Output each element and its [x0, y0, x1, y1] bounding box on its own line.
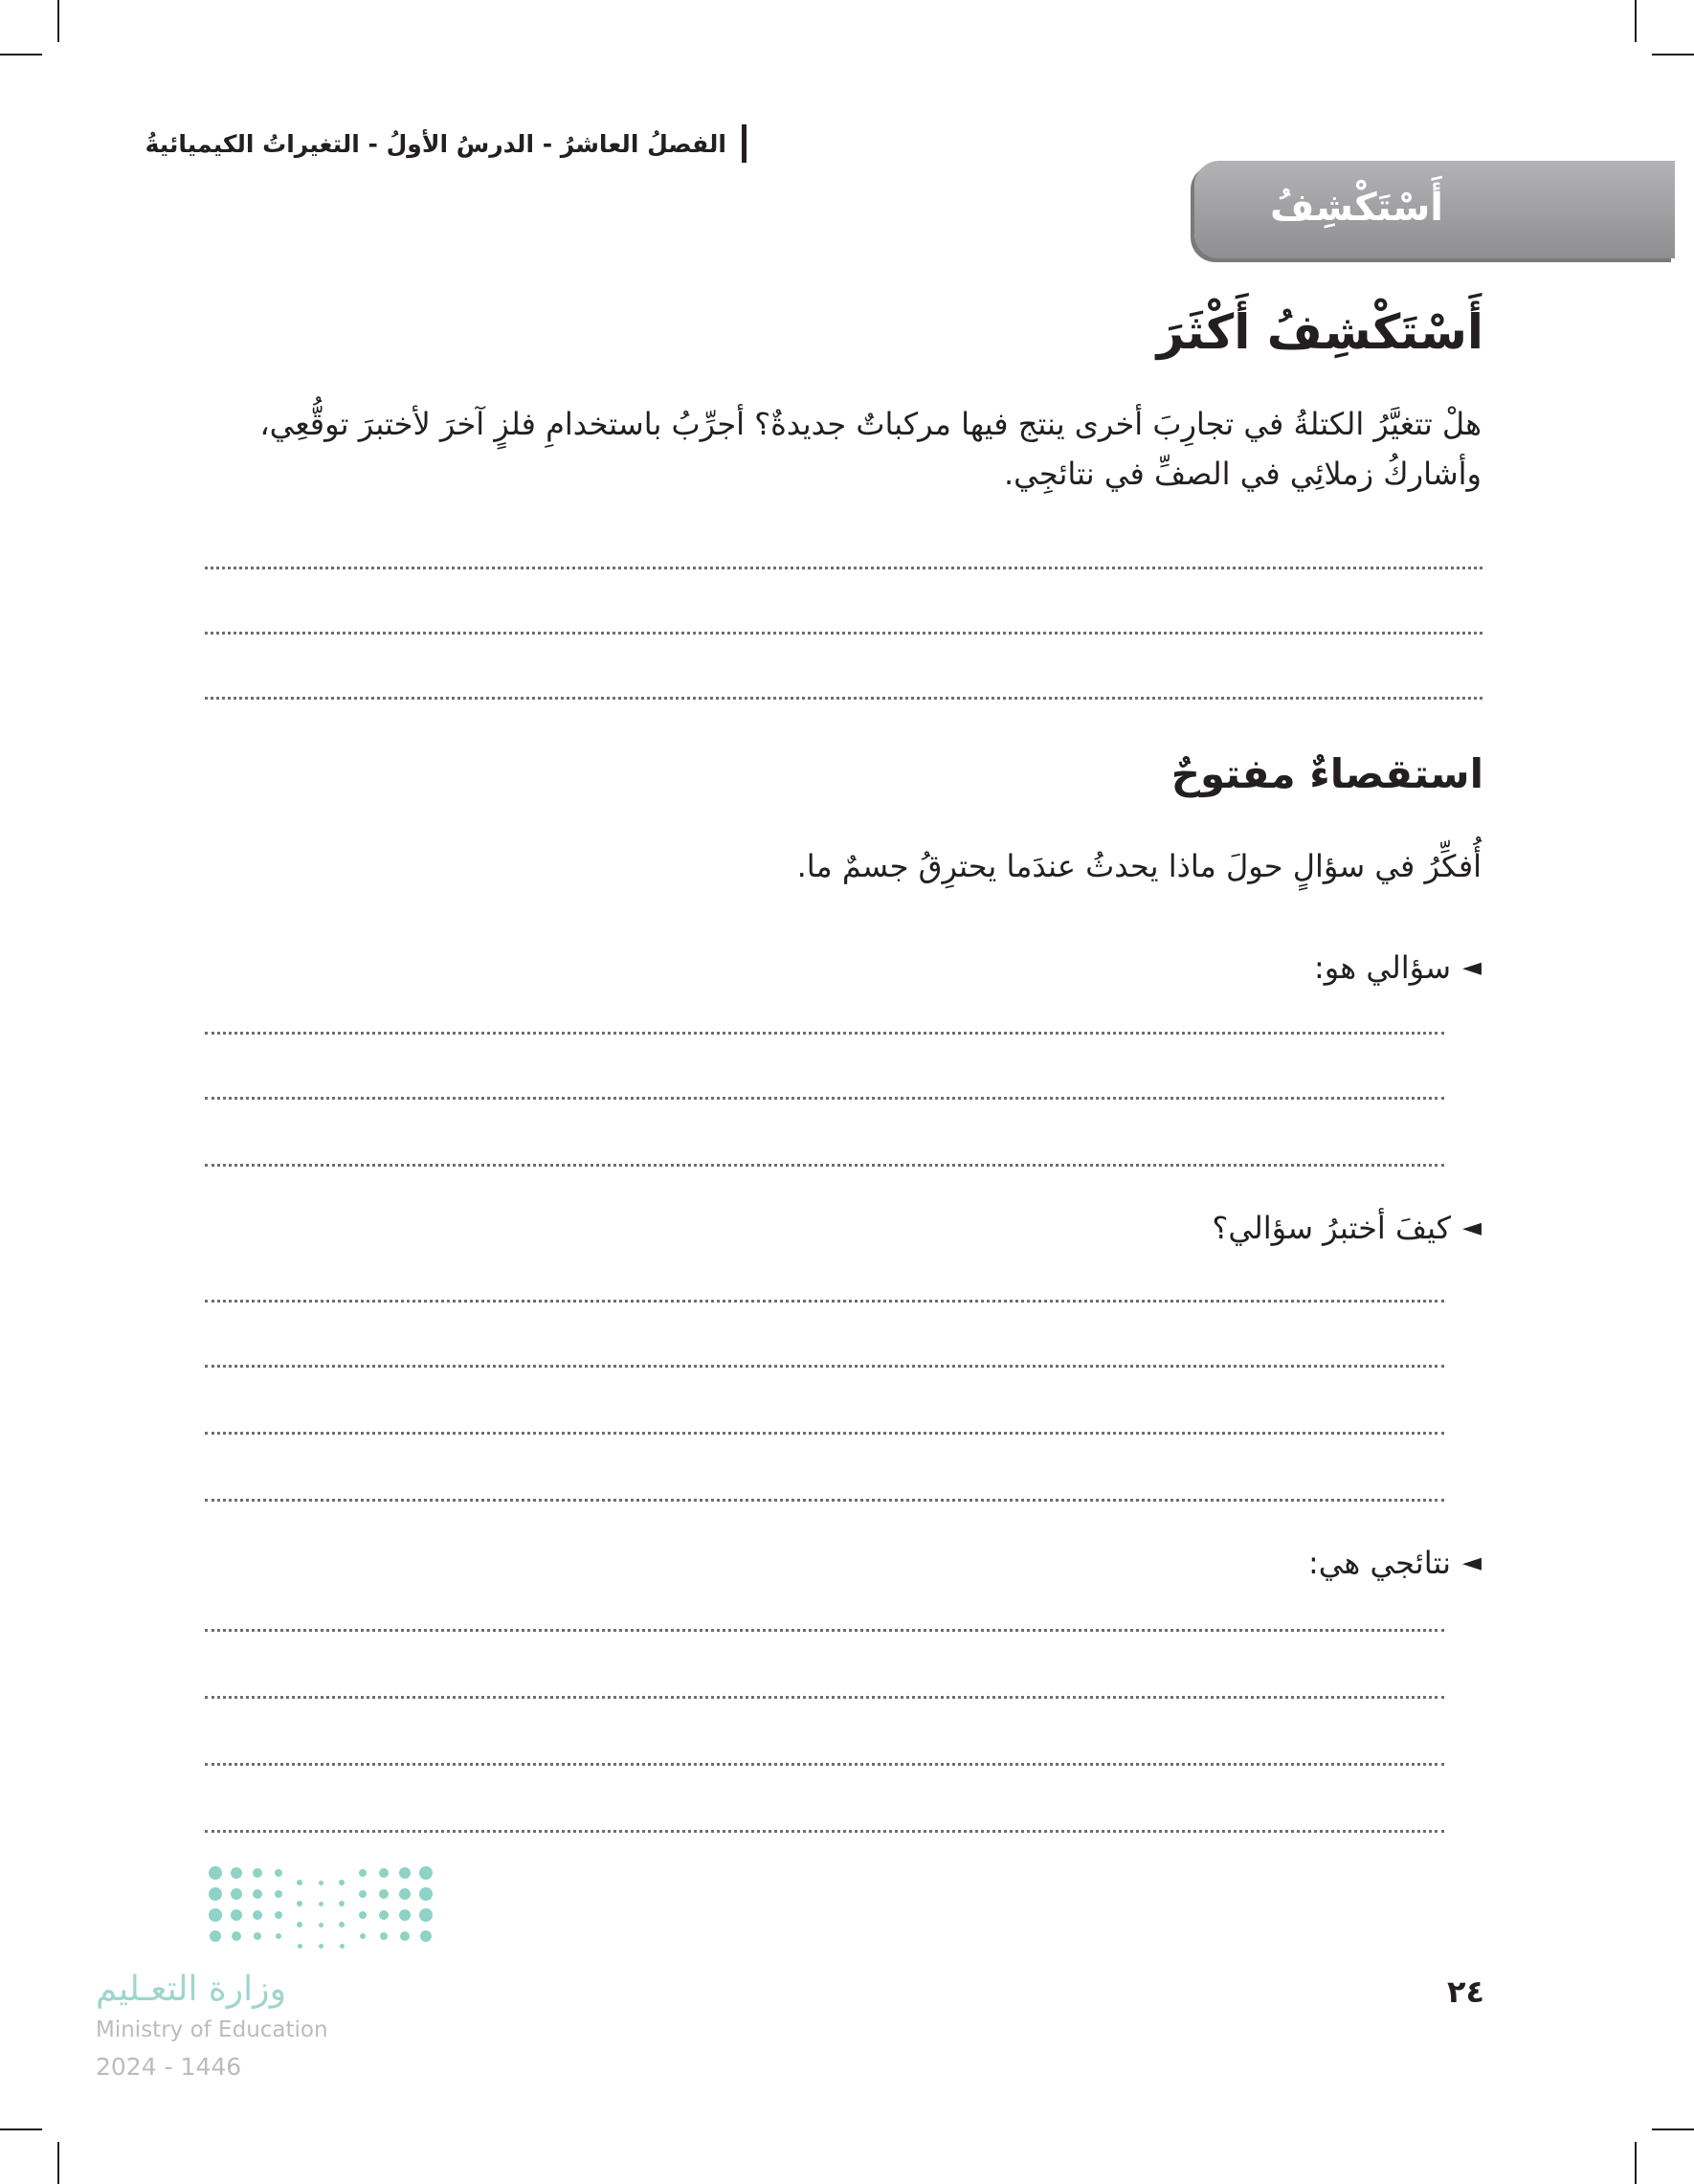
logo-dot [359, 1869, 367, 1877]
answer-line[interactable] [205, 1499, 1444, 1502]
logo-dot [360, 1933, 366, 1939]
answer-line[interactable] [205, 1763, 1444, 1766]
answer-line[interactable] [205, 1696, 1444, 1699]
page-number: ٢٤ [1447, 1973, 1485, 2010]
logo-dot [379, 1868, 389, 1878]
section-tab [1194, 161, 1675, 258]
logo-dot [420, 1930, 432, 1942]
logo-dot [419, 1887, 433, 1901]
explore-more-title: أَسْتَكْشِفُ أَكْثَرَ [1156, 304, 1483, 360]
logo-dot [275, 1890, 282, 1898]
crop-mark [0, 54, 42, 56]
logo-dot [319, 1923, 323, 1928]
breadcrumb-bar [742, 124, 747, 163]
triangle-arrow-icon: ◄ [1462, 953, 1482, 982]
breadcrumb [145, 124, 747, 163]
logo-dot [319, 1902, 323, 1906]
answer-line[interactable] [205, 632, 1482, 635]
answer-line[interactable] [205, 1097, 1444, 1100]
crop-mark [0, 2128, 42, 2130]
logo-dot [339, 1922, 345, 1928]
logo-dot [232, 1931, 241, 1941]
crop-mark [1635, 2142, 1637, 2184]
answer-line[interactable] [205, 1629, 1444, 1632]
prompt-label: كيفَ أختبرُ سؤالي؟ [1212, 1210, 1451, 1246]
logo-dot [379, 1910, 389, 1920]
logo-dot [297, 1901, 302, 1906]
logo-dot [399, 1867, 411, 1879]
ministry-name-english: Ministry of Education [96, 2017, 328, 2042]
open-inquiry-title: استقصاءٌ مفتوحٌ [1170, 750, 1483, 797]
logo-dot [419, 1866, 433, 1880]
logo-dot [253, 1868, 262, 1878]
ministry-name-arabic: وزارة التعـليم [96, 1970, 286, 2009]
logo-dot [209, 1866, 222, 1880]
answer-line[interactable] [205, 697, 1482, 700]
edition-year: 2024 - 1446 [96, 2053, 242, 2081]
logo-dot [210, 1930, 221, 1942]
prompt-label: نتائجي هي: [1307, 1545, 1451, 1581]
logo-dot [319, 1944, 323, 1949]
logo-dot [231, 1888, 242, 1900]
logo-dot [419, 1908, 433, 1922]
logo-dot [339, 1901, 345, 1906]
logo-dot [359, 1890, 367, 1898]
logo-dot [359, 1911, 367, 1919]
prompt-results [1308, 1545, 1482, 1581]
logo-dot [275, 1869, 282, 1877]
triangle-arrow-icon: ◄ [1462, 1214, 1482, 1242]
explore-more-paragraph: هلْ تتغيَّرُ الكتلةُ في تجارِبَ أخرى ينتج فيها مركباتٌ جديدةٌ؟ أجرِّبُ باستخدامِ فلزٍ آخرَ لأختبرَ توقُّعِي، وأشاركُ زملائِي في الصفِّ في نتائجِي. [259, 406, 1482, 492]
breadcrumb-text: الفصلُ العاشرُ - الدرسُ الأولُ - التغيراتُ الكيميائيةُ [145, 129, 726, 158]
crop-mark [57, 2142, 59, 2184]
logo-dot [380, 1932, 388, 1940]
open-inquiry-intro: أُفكِّرُ في سؤالٍ حولَ ماذا يحدثُ عندَما يحترِقُ جسمٌ ما. [796, 848, 1482, 884]
logo-dot [339, 1880, 345, 1885]
logo-dot [399, 1909, 411, 1921]
logo-dot [231, 1909, 242, 1921]
crop-mark [1652, 54, 1694, 56]
section-tab-label: أَسْتَكْشِفُ [1270, 186, 1443, 230]
answer-line[interactable] [205, 1830, 1444, 1833]
answer-line[interactable] [205, 1164, 1444, 1167]
prompt-label: سؤالي هو: [1313, 949, 1451, 986]
logo-dot [275, 1911, 282, 1919]
logo-dot [276, 1933, 281, 1939]
logo-dot [231, 1867, 242, 1879]
answer-line[interactable] [205, 1432, 1444, 1435]
answer-line[interactable] [205, 1300, 1444, 1303]
logo-dot [297, 1922, 302, 1928]
crop-mark [1635, 0, 1637, 42]
prompt-test [1212, 1210, 1482, 1246]
logo-dot [399, 1888, 411, 1900]
logo-dot [400, 1931, 410, 1941]
logo-dot [297, 1880, 302, 1885]
logo-dot [340, 1944, 345, 1949]
logo-dot [298, 1944, 302, 1949]
logo-dot [379, 1889, 389, 1899]
answer-line[interactable] [205, 1365, 1444, 1368]
answer-line[interactable] [205, 1032, 1444, 1035]
answer-line[interactable] [205, 567, 1482, 569]
logo-dot [209, 1887, 222, 1901]
crop-mark [1652, 2128, 1694, 2130]
logo-dot [253, 1889, 262, 1899]
logo-dot [254, 1932, 261, 1940]
triangle-arrow-icon: ◄ [1462, 1549, 1482, 1577]
logo-dot [253, 1910, 262, 1920]
logo-dot [319, 1881, 323, 1885]
crop-mark [57, 0, 59, 42]
logo-dot [209, 1908, 222, 1922]
prompt-question [1314, 949, 1482, 986]
